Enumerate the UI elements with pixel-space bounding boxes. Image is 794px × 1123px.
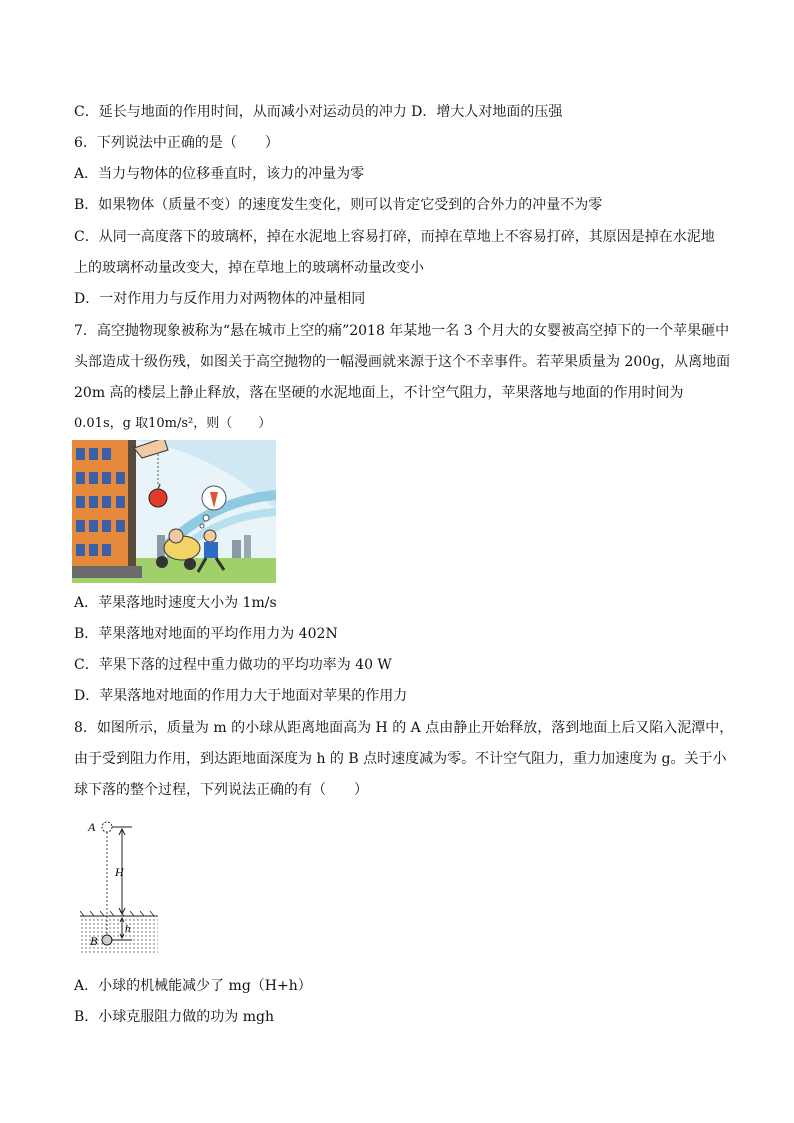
q7-stem-line4: 0.01s，g 取10m/s²，则（ ） <box>74 416 272 431</box>
q7-stem-line2: 头部造成十级伤残，如图关于高空抛物的一幅漫画就来源于这个不幸事件。若苹果质量为 200g，从离地面 <box>74 354 731 370</box>
q7-option-c: C．苹果下落的过程中重力做功的平均功率为 40 W <box>74 657 392 673</box>
falling-apple-cartoon <box>72 440 276 583</box>
q8-stem-line2: 由于受到阻力作用，到达距地面深度为 h 的 B 点时速度减为零。不计空气阻力，重力加速度为 g。关于小 <box>74 751 727 767</box>
q8-option-a: A．小球的机械能减少了 mg（H+h） <box>74 978 312 994</box>
q8-stem-line3: 球下落的整个过程，下列说法正确的有（ ） <box>74 782 368 798</box>
point-a-label: A <box>88 820 96 834</box>
q6-option-c-line1: C．从同一高度落下的玻璃杯，掉在水泥地上容易打碎，而掉在草地上不容易打碎，其原因是掉在水泥地 <box>74 229 715 245</box>
height-h-label: H <box>115 865 124 879</box>
q6-stem: 6．下列说法中正确的是（ ） <box>74 135 279 151</box>
q8-stem-line1: 8．如图所示，质量为 m 的小球从距离地面高为 H 的 A 点由静止开始释放，落到地面上后又陷入泥潭中， <box>74 720 734 736</box>
q6-option-d: D．一对作用力与反作用力对两物体的冲量相同 <box>74 291 366 307</box>
q7-option-d: D．苹果落地对地面的作用力大于地面对苹果的作用力 <box>74 688 408 704</box>
point-b-label: B <box>90 934 98 948</box>
ball-fall-diagram <box>80 814 164 956</box>
q7-stem-line3: 20m 高的楼层上静止释放，落在坚硬的水泥地面上，不计空气阻力，苹果落地与地面的作用时间为 <box>74 385 684 401</box>
q6-option-a: A．当力与物体的位移垂直时，该力的冲量为零 <box>74 166 365 182</box>
q7-option-a: A．苹果落地时速度大小为 1m/s <box>74 595 277 611</box>
depth-h-label: h <box>125 923 131 935</box>
q6-option-c-line2: 上的玻璃杯动量改变大，掉在草地上的玻璃杯动量改变小 <box>74 260 424 276</box>
q7-stem-line1: 7．高空抛物现象被称为“悬在城市上空的痛”2018 年某地一名 3 个月大的女婴被高空掉下的一个苹果砸中 <box>74 323 730 339</box>
q6-option-b: B．如果物体（质量不变）的速度发生变化，则可以肯定它受到的合外力的冲量不为零 <box>74 197 603 213</box>
q8-option-b: B．小球克服阻力做的功为 mgh <box>74 1009 274 1025</box>
q5-option-c-d: C．延长与地面的作用时间，从而减小对运动员的冲力 D．增大人对地面的压强 <box>74 104 563 120</box>
q7-option-b: B．苹果落地对地面的平均作用力为 402N <box>74 626 338 642</box>
